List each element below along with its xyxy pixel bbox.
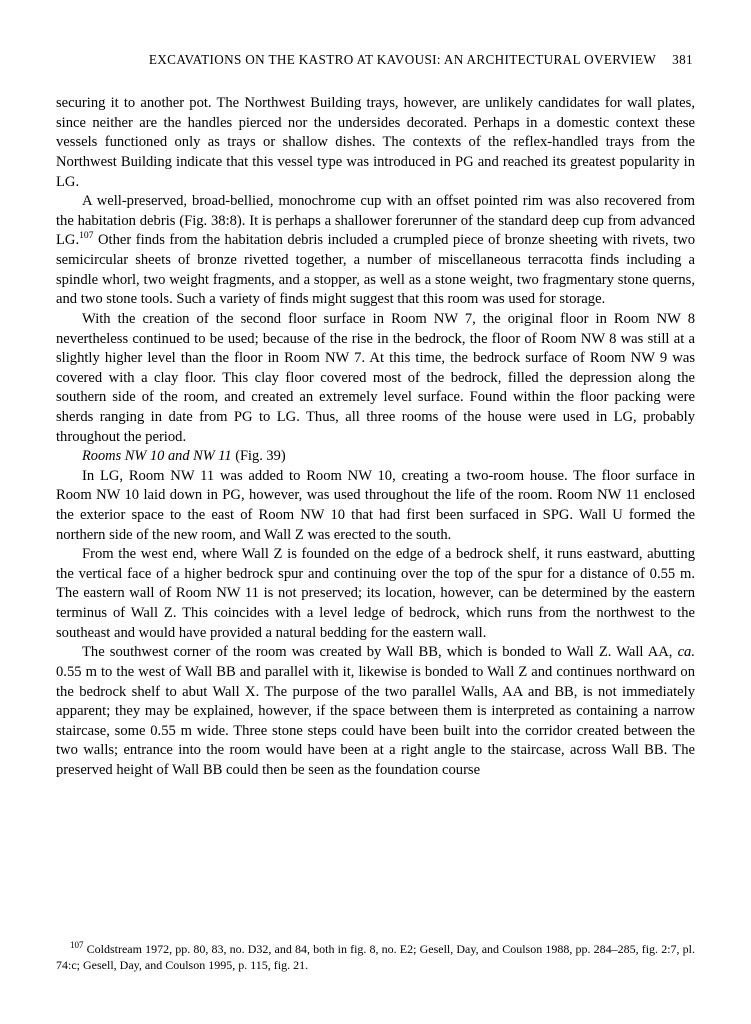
section-heading-label: Rooms NW 10 and NW 11 [82, 448, 232, 465]
paragraph-2-part-a: A well-preserved, broad-bellied, monochrome cup with an offset pointed rim was also recovered from the habitation debris (Fig. 38:8). It is perhaps a shallower forerunner of the standard deep cup from advanced LG. [56, 193, 695, 249]
footnote-reference-107[interactable]: 107 [79, 230, 94, 242]
paragraph-5: From the west end, where Wall Z is founded on the edge of a bedrock shelf, it runs eastward, abutting the vertical face of a higher bedrock spur and continuing over the top of the spur for a distance of 0.55 m. The eastern wall of Room NW 11 is not preserved; its location, however, can be determined by the eastern terminus of Wall Z. This coincides with a level ledge of bedrock, which runs from the northwest to the southeast and would have provided a natural bedding for the eastern wall. [56, 546, 695, 641]
paragraph-1: securing it to another pot. The Northwest Building trays, however, are unlikely candidates for wall plates, since neither are the handles pierced nor the undersides decorated. Perhaps in a domestic context these vessels functioned only as trays or shallow dishes. The contexts of the reflex-handled trays from the Northwest Building indicate that this vessel type was introduced in PG and reached its greatest popularity in LG. [56, 95, 695, 190]
footnote-107 [56, 942, 695, 974]
paragraph-6 [56, 643, 695, 780]
footnote-marker: 107 [70, 940, 84, 951]
section-heading-rooms-nw-10-and-nw-11 [56, 447, 695, 466]
body-text [56, 94, 695, 781]
page-number: 381 [672, 52, 693, 67]
paragraph-4: In LG, Room NW 11 was added to Room NW 10, creating a two-room house. The floor surface in Room NW 10 laid down in PG, however, was used throughout the life of the room. Room NW 11 enclosed the exterior space to the east of Room NW 10 that had first been surfaced in SPG. Wall U formed the northern side of the new room, and Wall Z was erected to the south. [56, 467, 695, 543]
footnote-text: Coldstream 1972, pp. 80, 83, no. D32, and 84, both in fig. 8, no. E2; Gesell, Day, and Coulson 1988, pp. 284–285, fig. 2:7, pl. 74:c; Gesell, Day, and Coulson 1995, p. 115, fig. 21. [56, 942, 695, 973]
section-heading-figure-reference: (Fig. 39) [235, 448, 286, 465]
paragraph-3: With the creation of the second floor surface in Room NW 7, the original floor in Room NW 8 nevertheless continued to be used; because of the rise in the bedrock, the floor of Room NW 8 was still at a slightly higher level than the floor in Room NW 7. At this time, the bedrock surface of Room NW 9 was covered with a clay floor. This clay floor covered most of the bedrock, filled the depression along the southern side of the room, and created an extremely level surface. Found within the floor packing were sherds ranging in date from PG to LG. Thus, all three rooms of the house were used in LG, probably throughout the period. [56, 310, 695, 445]
paragraph-2-part-b: Other finds from the habitation debris included a crumpled piece of bronze sheeting with rivets, two semicircular sheets of bronze rivetted together, a number of miscellaneous terracotta finds including a spindle whorl, two weight fragments, and a stopper, as well as a stone weight, two fragmentary stone querns, and two stone tools. Such a variety of finds might suggest that this room was used for storage. [56, 232, 695, 308]
paragraph-6-part-b: 0.55 m to the west of Wall BB and parallel with it, likewise is bonded to Wall Z and continues northward on the bedrock shelf to abut Wall X. The purpose of the two parallel Walls, AA and BB, is not immediately apparent; they may be explained, however, if the space between them is interpreted as containing a narrow staircase, some 0.55 m wide. Three stone steps could have been built into the corridor created between the two walls; entrance into the room would have been at a right angle to the staircase, across Wall BB. The preserved height of Wall BB could then be seen as the foundation course [56, 663, 695, 778]
paragraph-6-italic-ca: ca. [677, 644, 695, 661]
running-head-title: EXCAVATIONS ON THE KASTRO AT KAVOUSI: AN ARCHITECTURAL OVERVIEW [148, 52, 657, 67]
paragraph-2 [56, 192, 695, 310]
paragraph-6-part-a: The southwest corner of the room was created by Wall BB, which is bonded to Wall Z. Wall AA, [82, 644, 678, 661]
running-head [56, 52, 695, 68]
footnote-zone [56, 942, 695, 974]
